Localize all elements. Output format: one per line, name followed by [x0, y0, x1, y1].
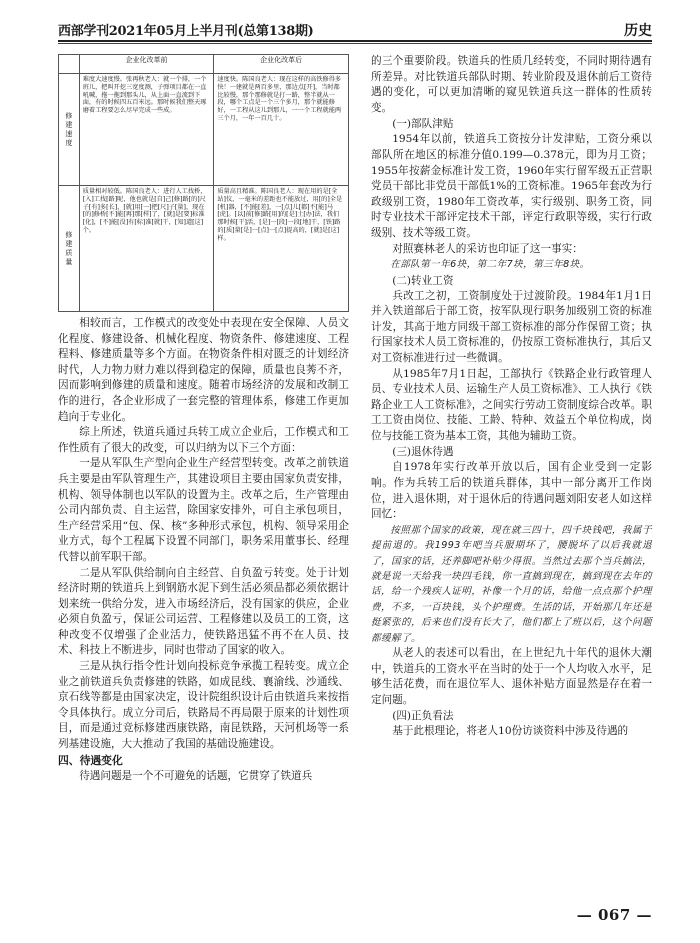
body-paragraph: 三是从执行指令性计划向投标竞争承揽工程转变。成立企业之前铁道兵负责修建的铁路，如成昆线、襄渝线、沙通线、京石线等都是由国家决定，设计院组织设计后由铁道兵来按指令具体执行。成立分司后，铁路局不再局限于原来的计划性项目，而是通过竞标修建西康铁路，南昆铁路，天河机场等一系列基建设施，大大推动了我国的基础设施建设。 [58, 660, 349, 751]
body-paragraph: 自1978年实行改革开放以后，国有企业受到一定影响。作为兵转工后的铁道兵群体，其中一部分离开工作岗位，进入退休期，对于退休后的待遇问题刘阳安老人如这样回忆： [371, 461, 652, 521]
body-paragraph: 的三个重要阶段。铁道兵的性质几经转变，不同时期待遇有所差异。对比铁道兵部队时期、转业阶段及退休前后工资待遇的变化，可以更加清晰的窥见铁道兵这一群体的性质转变。 [371, 55, 652, 114]
running-header [58, 16, 652, 42]
header-rule-thin [58, 43, 652, 44]
body-paragraph: 对照赛林老人的采访也印证了这一事实： [392, 242, 583, 255]
section-label: 历史 [624, 23, 652, 39]
subsection-heading: (四)正负看法 [392, 710, 454, 723]
header-rule [58, 40, 652, 42]
section-heading: 四、待遇变化 [58, 753, 123, 767]
body-paragraph: 兵改工之初，工资制度处于过渡阶段。1984年1月1日并入铁道部后于部工资，按军队现行职务加级别工资的标准计发，其高于地方同级干部工资标准的部分作保留工资；执行国家技术人员工资标准的，仍按原工资标准执行，其后又对工资标准进行过一些微调。 [371, 289, 652, 364]
table-cell-before: 质量相对较低。陈国良老人：进行人工找桥，[入]工找[路]呢，他也就是[自]己[修]路[的]尺子[有]多[长]，[就]用[一]把[尺]子[量]，现在[的]修桥[不]能[再]那[样]了，[就]是[要]标准[化]，[不]能[没]有[标]准[就]干，[知]道[这]个。 [79, 186, 214, 312]
table-row-label: 修建速度 [59, 74, 80, 186]
table-header-after: 企业化改革后 [214, 55, 349, 74]
comparison-table [58, 54, 349, 312]
table-cell-after: 速度快。陈国良老人：现在这样的高铁修得多快！一建就是两百多里，那边点[开]，当时都比较慢，那个那修就是打一路，整半就从一段，哪个工点是一个三个多月，那个就能修好，一工程从这儿到那儿，一一个工程就能两三个月，一年一百几十。 [214, 74, 349, 186]
right-column [371, 54, 652, 740]
journal-title: 西部学刊2021年05月上半月刊(总第138期) [58, 24, 314, 39]
subsection-heading: (三)退休待遇 [392, 446, 454, 459]
table-row [59, 186, 349, 312]
body-paragraph: 待遇问题是一个不可避免的话题，它贯穿了铁道兵 [79, 769, 313, 782]
table-corner-cell [59, 55, 80, 74]
body-paragraph: 相较而言，工作模式的改变处中表现在安全保障、人员文化程度、修建设备、机械化程度、物资条件、修建速度、工程程料、修建质量等多个方面。在物资条件相对匮乏的计划经济时代，人力物力财力难以得到稳定的保障，质量也良莠不齐，因而影响到修建的质量和速度。随着市场经济的发展和改制工作的进行，各企业形成了一套完整的管理体系，修建工作更加趋向于专业化。 [58, 317, 349, 423]
body-paragraph: 综上所述，铁道兵通过兵转工成立企业后，工作模式和工作性质有了很大的改变，可以归纳为以下三个方面： [58, 426, 349, 454]
body-paragraph: 二是从军队供给制向自主经营、自负盈亏转变。处于计划经济时期的铁道兵上到钢筋水泥下到生活必须品都必须依据计划来统一供给分发，进入市场经济后，没有国家的供应，企业必须自负盈亏，保证公司运营、工程修建以及员工的工资，这种改变不仅增强了企业活力，使铁路迅猛不再不在人员、技术、科技上不断进步，同时也带动了国家的收入。 [58, 566, 349, 657]
table-row-label: 修建质量 [59, 186, 80, 312]
subsection-heading: (二)转业工资 [392, 274, 454, 287]
body-paragraph: 从老人的表述可以看出，在上世纪九十年代的退休大潮中，铁道兵的工资水平在当时的处于一个人均收入水平，足够生活花费，而在退位军人、退休补贴方面显然是存在着一定问题。 [371, 647, 652, 706]
body-paragraph: 从1985年7月1日起，工部执行《铁路企业行政管理人员、专业技术人员、运输生产人员工资标准》、工人执行《铁路企业工人工资标准》，之间实行劳动工资制度综合改革。职工工资由岗位、技能、工龄、特种、效益五个单位构成，岗位与技能工资为基本工资，其他为辅助工资。 [371, 367, 652, 442]
subsection-heading: (一)部队津贴 [392, 118, 454, 131]
interview-quote: 在部队第一年6块，第二年7块，第三年8块。 [390, 259, 590, 271]
table-header-before: 企业化改革前 [79, 55, 214, 74]
page-number: — 067 — [576, 906, 652, 924]
body-paragraph: 一是从军队生产型向企业生产经营型转变。改革之前铁道兵主要是由军队管理生产，其建设项目主要由国家负责安排，机构、领导体制也以军队的设置为主。改革之后，生产管理由公司内部负责、自主运营，除国家安排外，可自主承包项目，生产经营采用“包、保、核”多种形式承包，机构、领导采用企业方式，每个工程属下设置不同部门，职务采用董事长、经理代替以前军职干部。 [58, 457, 349, 563]
interview-quote: 按照那个国家的政策，现在就三四十，四千块钱吧，我属于提前退的。我1993年吧当兵服期坏了，腰脱坏了以后我就退了，国家的话，还养脚吧补贴少得很。当然过去那个当兵搞法，就是说一天给我一块四毛钱，你一直搞到现在，搞到现在去年的话，给一个残疾人证明，补像一个月的话，给他一点点那个护理费，不多，一百块钱，头个护理费。生活的话，开始那几年还是挺紧张的，后来也们没有长大了，他们都上了班以后，这个问题都缓解了。 [371, 524, 652, 644]
table-header-row [59, 55, 349, 74]
table-cell-after: 质量高且精准。陈国良老人：现在用的是[全站]仪，一毫米的差距也不能放过，用[的]全是[机]器，[不]能[差]，一[点]儿[都]不[能]马[虎]。[以]前[修]路[用]的[是]土[办]法，我们那时候[干]活，[是]一[段]一段[地]干，[铁]路的[质]量[是]一[点]一[点]提高的，[就]是[这]样。 [214, 186, 349, 312]
left-column [58, 54, 349, 784]
body-paragraph: 1954年以前，铁道兵工资按分计发津贴，工资分乘以部队所在地区的标准分值0.199—0.378元，即为月工资；1955年按薪金标准计发工资，1960年实行留军级五正营职党员干部比非党员干部低1%的工资标准。1965年套改为行政级别工资，1980年工资改革，实行级别、职务工资，同时专业技术干部评定技术干部，评定行政职等级，实行行政级别、技术等级工资。 [371, 133, 652, 239]
body-paragraph: 基于此根理论，将老人10份访谈资料中涉及待遇的 [392, 725, 629, 738]
table-row [59, 74, 349, 186]
table-cell-before: 难度大速度慢。张再秋老人：就一个排，一个班儿，把叫开挖三宽度测，子弹项目都在一直吼喊，拖一拖到那头儿，从上面一直流到下面，有的时候四五百米远。那时候我们整天琢磨着工程要怎么尽早完成一些成。 [79, 74, 214, 186]
